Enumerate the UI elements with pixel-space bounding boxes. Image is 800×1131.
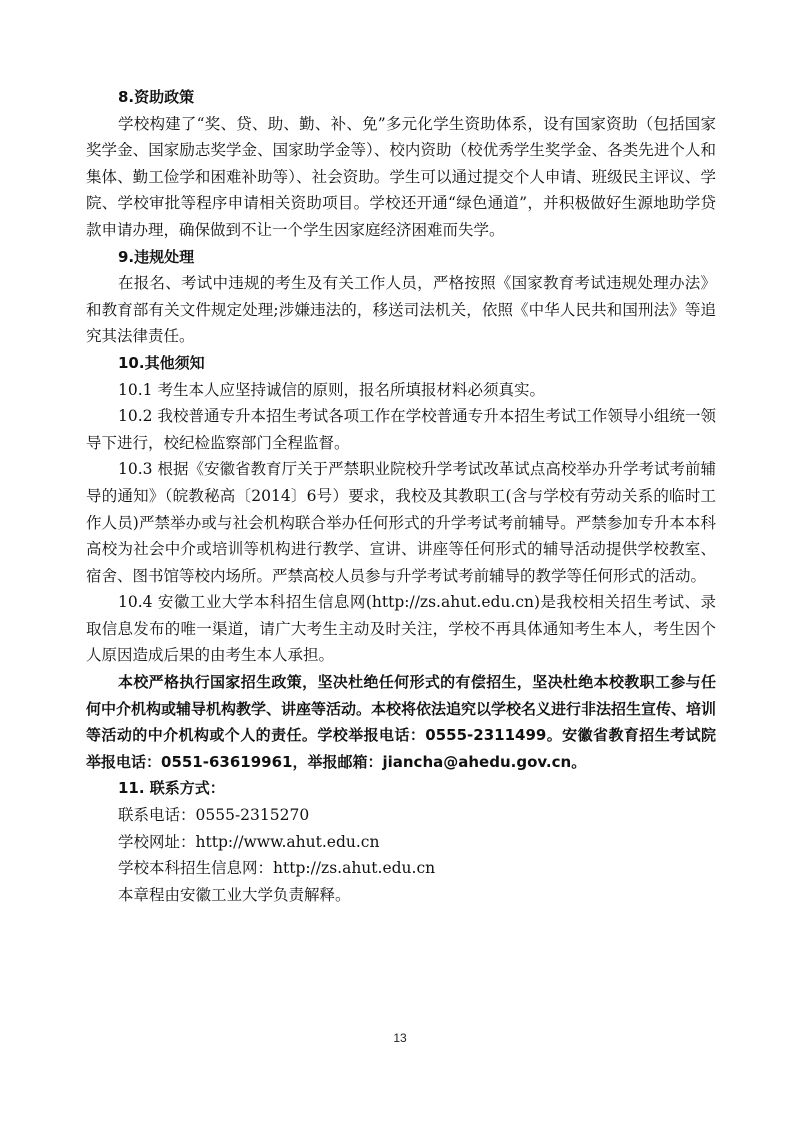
interpretation-note: 本章程由安徽工业大学负责解释。 xyxy=(118,885,351,904)
section-10-item-4: 10.4 安徽工业大学本科招生信息网(http://zs.ahut.edu.cn)是我校相关招生考试、录取信息发布的唯一渠道，请广大考生主动及时关注，学校不再具体通知考生本人，考生因个人原因造成后果的由考生本人承担。 xyxy=(86,593,716,665)
section-10-item-3: 10.3 根据《安徽省教育厅关于严禁职业院校升学考试改革试点高校举办升学考试考前辅导的通知》（皖教秘高〔2014〕6号）要求，我校及其教职工(含与学校有劳动关系的临时工作人员)严禁举办或与社会机构联合举办任何形式的升学考试考前辅导。严禁参加专升本本科高校为社会中介或培训等机构进行教学、宣讲、讲座等任何形式的辅导活动提供学校教室、宿舍、图书馆等校内场所。严禁高校人员参与升学考试考前辅导的教学等任何形式的活动。 xyxy=(86,460,716,585)
admissions-website: 学校本科招生信息网：http://zs.ahut.edu.cn xyxy=(118,859,436,878)
section-10-heading: 10.其他须知 xyxy=(118,353,205,372)
anti-fraud-notice: 本校严格执行国家招生政策，坚决杜绝任何形式的有偿招生，坚决杜绝本校教职工参与任何中介机构或辅导机构教学、讲座等活动。本校将依法追究以学校名义进行非法招生宣传、培训等活动的中介机构或个人的责任。学校举报电话：0555-2311499。安徽省教育招生考试院举报电话：0551-63619961，举报邮箱：jiancha@ahedu.gov.cn。 xyxy=(86,673,717,771)
page-content xyxy=(86,84,716,908)
section-8-body: 学校构建了“奖、贷、助、勤、补、免”多元化学生资助体系，设有国家资助（包括国家奖学金、国家励志奖学金、国家助学金等）、校内资助（校优秀学生奖学金、各类先进个人和集体、勤工俭学和困难补助等）、社会资助。学生可以通过提交个人申请、班级民主评议、学院、学校审批等程序申请相关资助项目。学校还开通“绿色通道”，并积极做好生源地助学贷款申请办理，确保做到不让一个学生因家庭经济困难而失学。 xyxy=(86,114,716,239)
section-10-item-1: 10.1 考生本人应坚持诚信的原则，报名所填报材料必须真实。 xyxy=(118,380,545,399)
section-10-item-2: 10.2 我校普通专升本招生考试各项工作在学校普通专升本招生考试工作领导小组统一领导下进行，校纪检监察部门全程监督。 xyxy=(86,407,716,452)
section-8-heading: 8.资助政策 xyxy=(118,88,195,106)
contact-phone: 联系电话：0555-2315270 xyxy=(118,806,310,825)
section-11-heading: 11. 联系方式： xyxy=(118,779,225,798)
section-9-heading: 9.违规处理 xyxy=(118,247,195,266)
section-9-body: 在报名、考试中违规的考生及有关工作人员，严格按照《国家教育考试违规处理办法》和教育部有关文件规定处理;涉嫌违法的，移送司法机关，依照《中华人民共和国刑法》等追究其法律责任。 xyxy=(86,274,716,346)
school-website: 学校网址：http://www.ahut.edu.cn xyxy=(118,832,380,851)
page-number: 13 xyxy=(393,1031,407,1045)
